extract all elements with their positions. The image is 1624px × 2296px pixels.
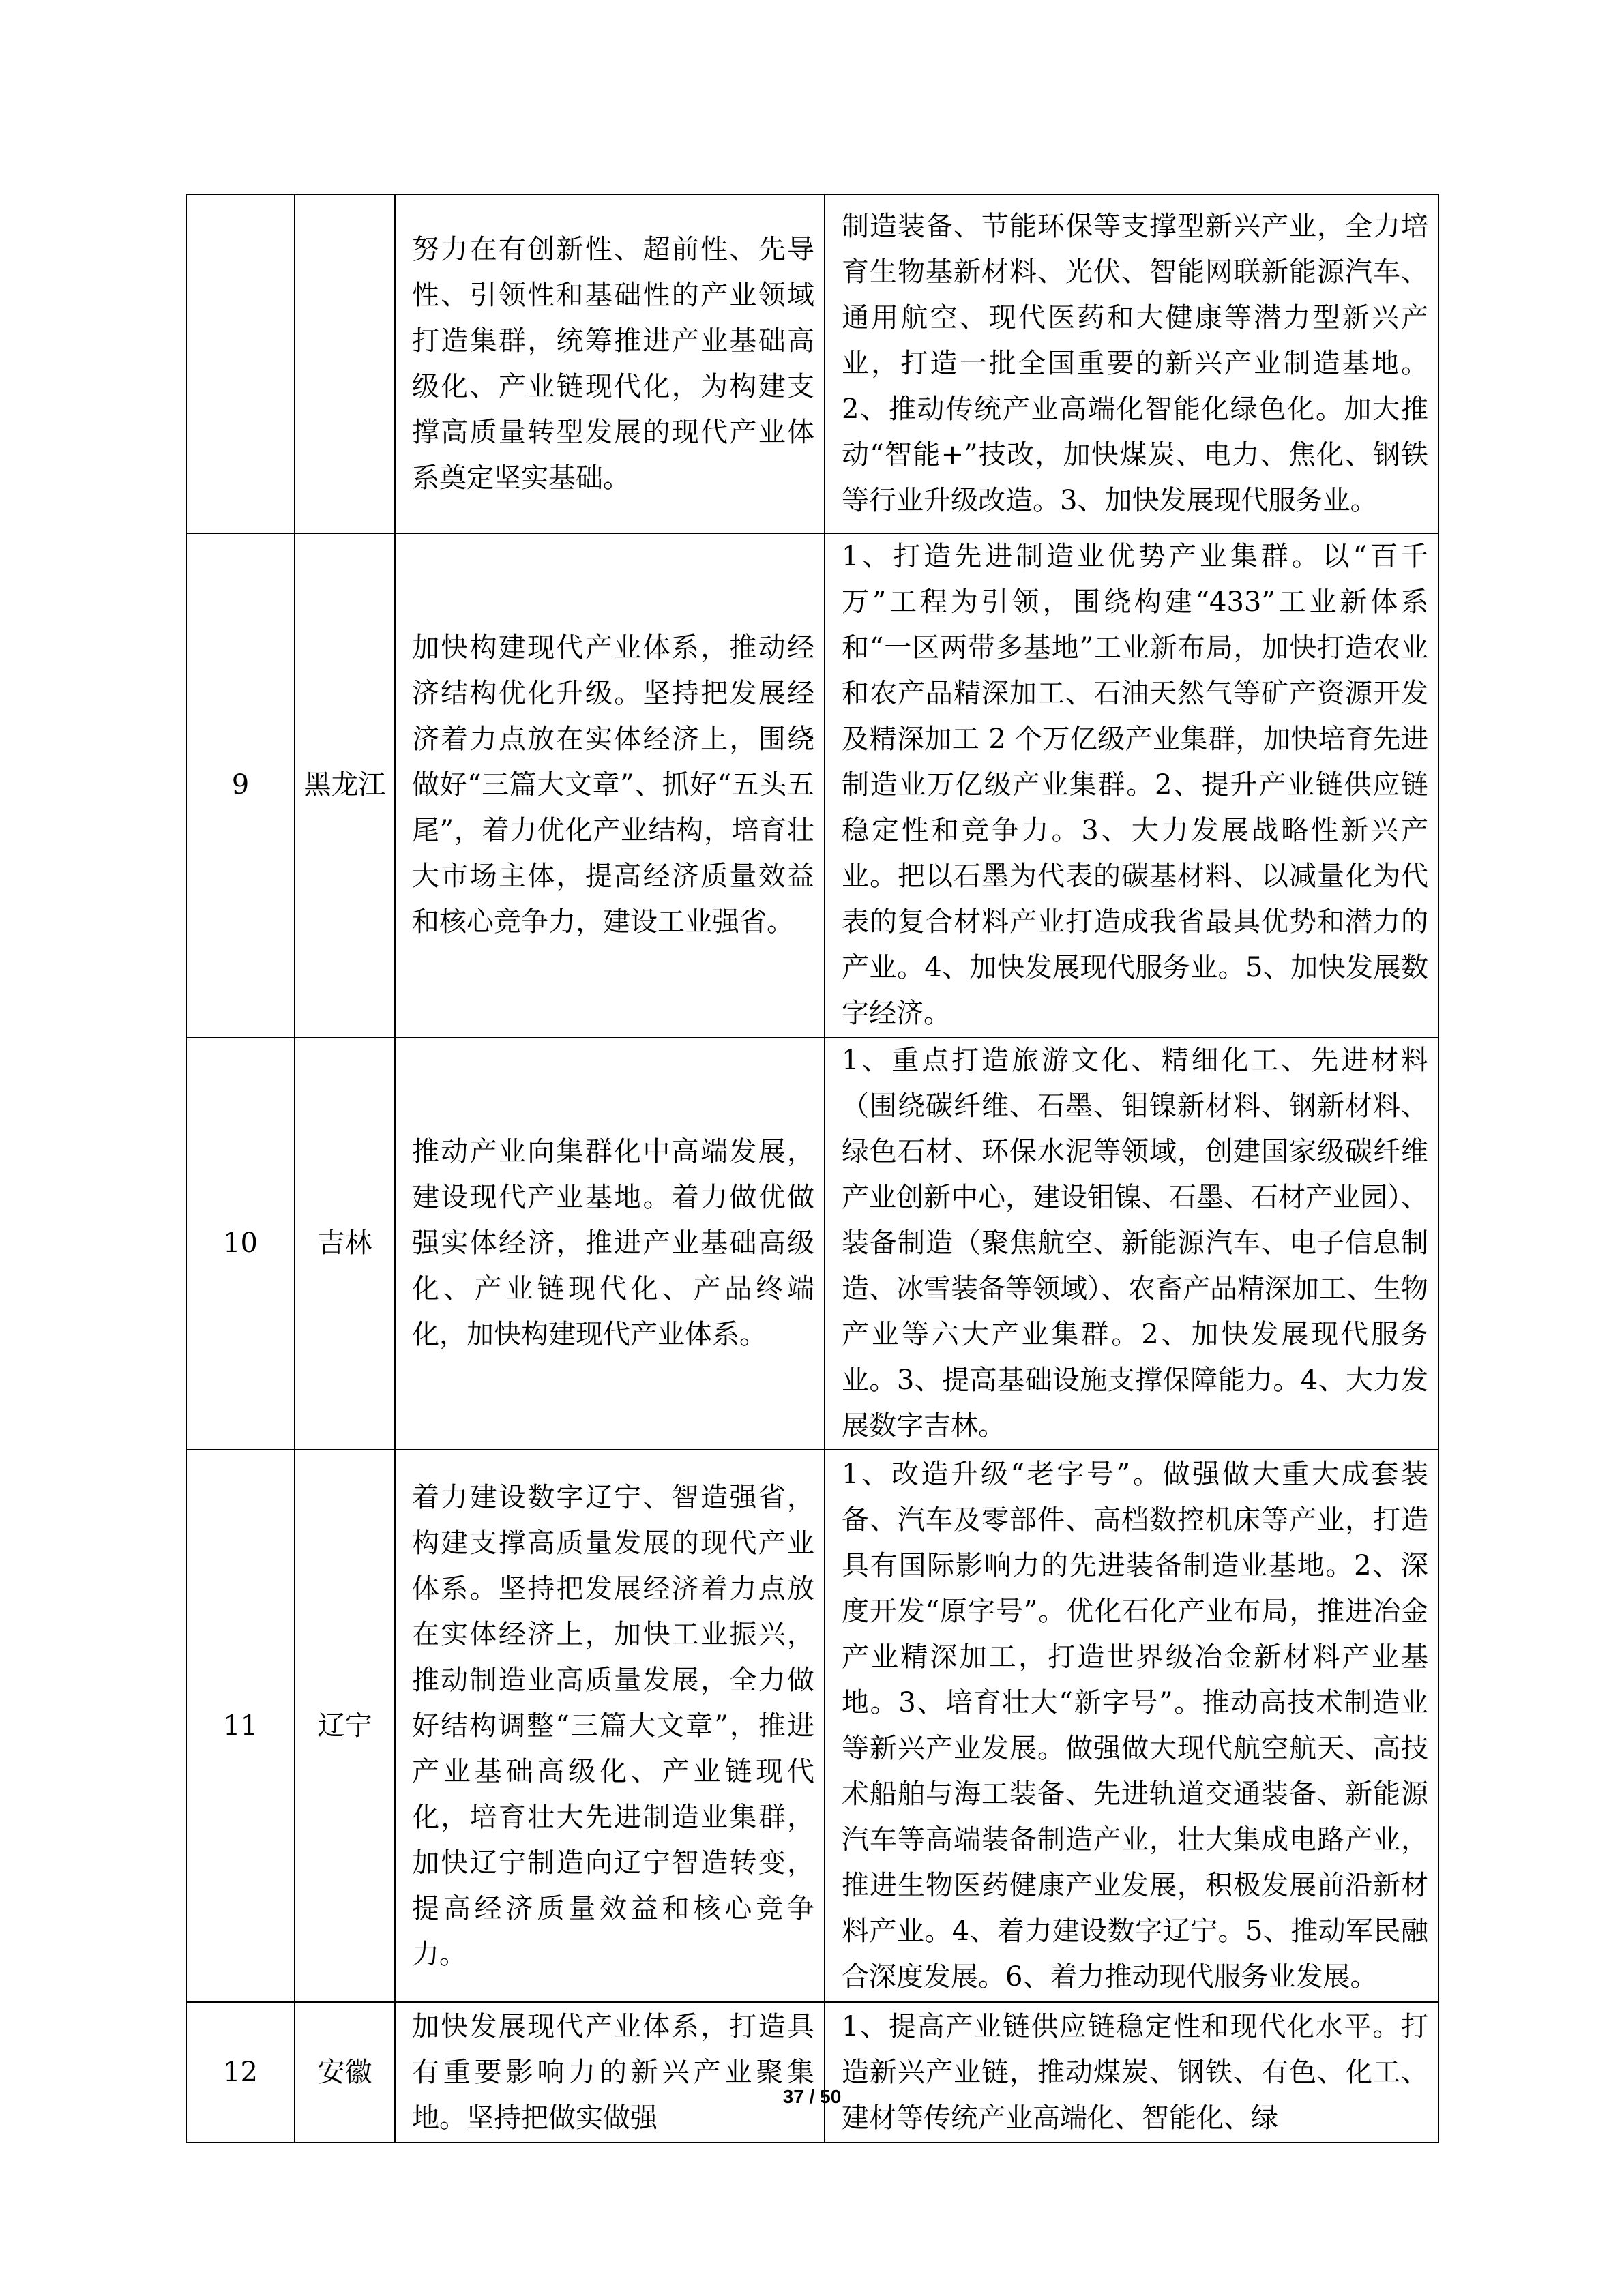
row-number-cell: 12: [186, 2002, 295, 2143]
province-cell: 辽宁: [295, 1450, 395, 2002]
table-row: [186, 194, 1438, 533]
table-row: [186, 1037, 1438, 1450]
industry-policy-table: [186, 194, 1439, 2143]
province-cell: 吉林: [295, 1037, 395, 1450]
goal-cell: 推动产业向集群化中高端发展，建设现代产业基地。着力做优做强实体经济，推进产业基础高级化、产业链现代化、产品终端化，加快构建现代产业体系。: [395, 1037, 825, 1450]
tasks-cell: 1、改造升级“老字号”。做强做大重大成套装备、汽车及零部件、高档数控机床等产业，打造具有国际影响力的先进装备制造业基地。2、深度开发“原字号”。优化石化产业布局，推进冶金产业精深加工，打造世界级冶金新材料产业基地。3、培育壮大“新字号”。推动高技术制造业等新兴产业发展。做强做大现代航空航天、高技术船舶与海工装备、先进轨道交通装备、新能源汽车等高端装备制造产业，壮大集成电路产业，推进生物医药健康产业发展，积极发展前沿新材料产业。4、着力建设数字辽宁。5、推动军民融合深度发展。6、着力推动现代服务业发展。: [825, 1450, 1438, 2002]
goal-cell: 努力在有创新性、超前性、先导性、引领性和基础性的产业领域打造集群，统筹推进产业基础高级化、产业链现代化，为构建支撑高质量转型发展的现代产业体系奠定坚实基础。: [395, 194, 825, 533]
goal-cell: 加快构建现代产业体系，推动经济结构优化升级。坚持把发展经济着力点放在实体经济上，围绕做好“三篇大文章”、抓好“五头五尾”，着力优化产业结构，培育壮大市场主体，提高经济质量效益和核心竞争力，建设工业强省。: [395, 533, 825, 1037]
province-cell: 安徽: [295, 2002, 395, 2143]
tasks-cell: 制造装备、节能环保等支撑型新兴产业，全力培育生物基新材料、光伏、智能网联新能源汽车、通用航空、现代医药和大健康等潜力型新兴产业，打造一批全国重要的新兴产业制造基地。2、推动传统产业高端化智能化绿色化。加大推动“智能+”技改，加快煤炭、电力、焦化、钢铁等行业升级改造。3、加快发展现代服务业。: [825, 194, 1438, 533]
row-number-cell: 10: [186, 1037, 295, 1450]
province-cell: [295, 194, 395, 533]
tasks-cell: 1、重点打造旅游文化、精细化工、先进材料（围绕碳纤维、石墨、钼镍新材料、钢新材料、绿色石材、环保水泥等领域，创建国家级碳纤维产业创新中心，建设钼镍、石墨、石材产业园）、装备制造（聚焦航空、新能源汽车、电子信息制造、冰雪装备等领域）、农畜产品精深加工、生物产业等六大产业集群。2、加快发展现代服务业。3、提高基础设施支撑保障能力。4、大力发展数字吉林。: [825, 1037, 1438, 1450]
tasks-cell: 1、打造先进制造业优势产业集群。以“百千万”工程为引领，围绕构建“433”工业新体系和“一区两带多基地”工业新布局，加快打造农业和农产品精深加工、石油天然气等矿产资源开发及精深加工 2 个万亿级产业集群，加快培育先进制造业万亿级产业集群。2、提升产业链供应链稳定性和竞争力。3、大力发展战略性新兴产业。把以石墨为代表的碳基材料、以减量化为代表的复合材料产业打造成我省最具优势和潜力的产业。4、加快发展现代服务业。5、加快发展数字经济。: [825, 533, 1438, 1037]
page-number: 37 / 50: [782, 2086, 842, 2107]
tasks-cell: 1、提高产业链供应链稳定性和现代化水平。打造新兴产业链，推动煤炭、钢铁、有色、化工、建材等传统产业高端化、智能化、绿: [825, 2002, 1438, 2143]
row-number-cell: 11: [186, 1450, 295, 2002]
goal-cell: 加快发展现代产业体系，打造具有重要影响力的新兴产业聚集地。坚持把做实做强: [395, 2002, 825, 2143]
table-row: [186, 533, 1438, 1037]
table-row: [186, 1450, 1438, 2002]
table-row: [186, 2002, 1438, 2143]
row-number-cell: [186, 194, 295, 533]
province-cell: 黑龙江: [295, 533, 395, 1037]
row-number-cell: 9: [186, 533, 295, 1037]
goal-cell: 着力建设数字辽宁、智造强省，构建支撑高质量发展的现代产业体系。坚持把发展经济着力点放在实体经济上，加快工业振兴，推动制造业高质量发展，全力做好结构调整“三篇大文章”，推进产业基础高级化、产业链现代化，培育壮大先进制造业集群，加快辽宁制造向辽宁智造转变，提高经济质量效益和核心竞争力。: [395, 1450, 825, 2002]
